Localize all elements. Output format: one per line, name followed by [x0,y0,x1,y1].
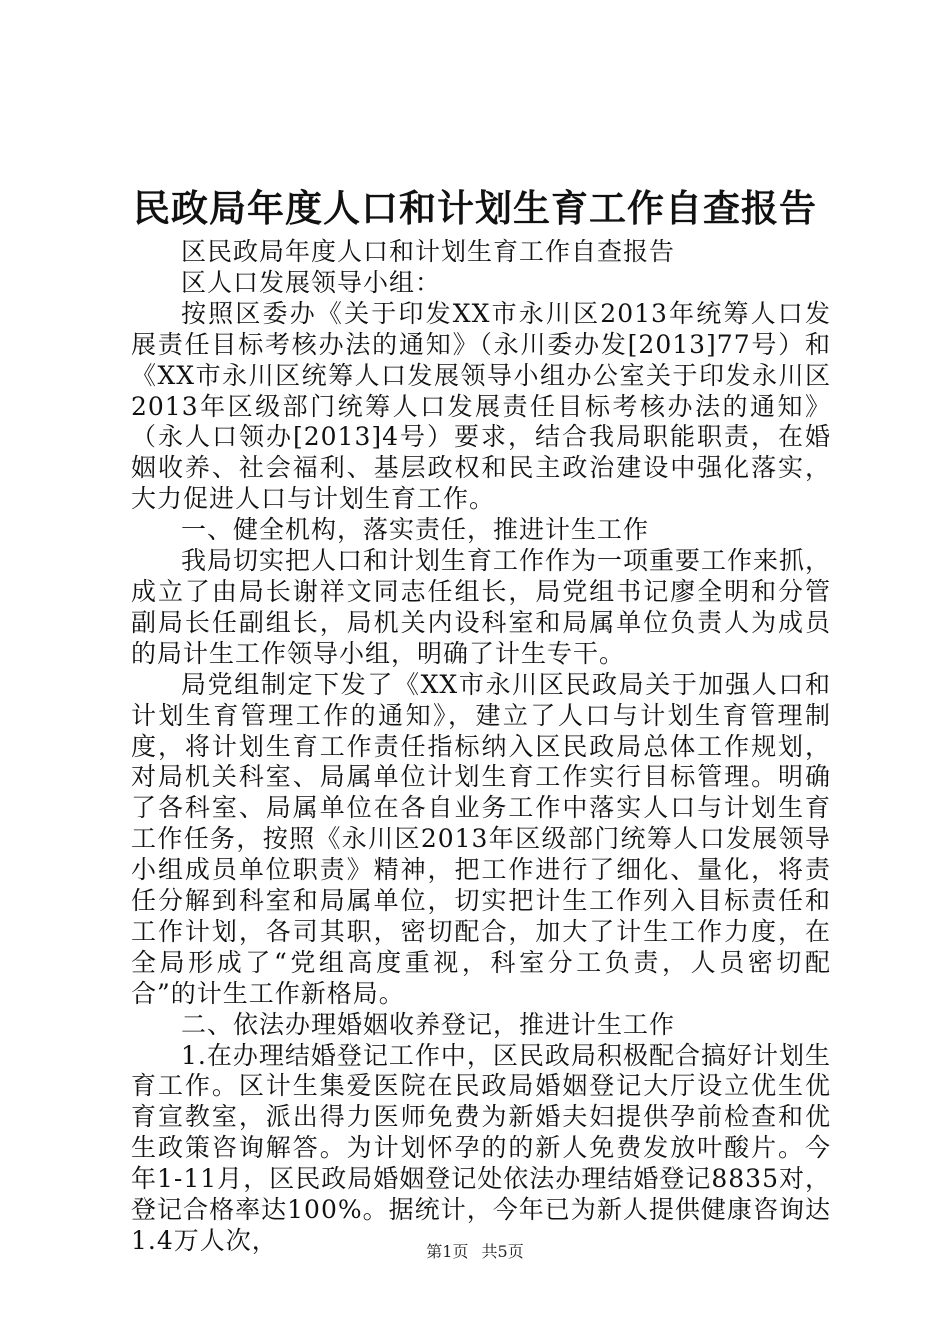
document-body [131,237,831,1257]
page-number: 第1页 [426,1242,469,1261]
subtitle-paragraph: 区民政局年度人口和计划生育工作自查报告 [181,237,676,266]
section-heading-1: 一、健全机构，落实责任，推进计生工作 [181,515,650,545]
body-paragraph: 局党组制定下发了《XX市永川区民政局关于加强人口和计划生育管理工作的通知》，建立了人口与计划生育管理制度，将计划生育工作责任指标纳入区民政局总体工作规划，对局机关科室、局属单位计划生育工作实行目标管理。明确了各科室、局属单位在各自业务工作中落实人口与计划生育工作任务，按照《永川区2013年区级部门统筹人口发展领导小组成员单位职责》精神，把工作进行了细化、量化，将责任分解到科室和局属单位，切实把计生工作列入目标责任和工作计划，各司其职，密切配合，加大了计生工作力度，在全局形成了“党组高度重视，科室分工负责，人员密切配合”的计生工作新格局。 [131,669,831,1008]
intro-paragraph: 按照区委办《关于印发XX市永川区2013年统筹人口发展责任目标考核办法的通知》（永川委办发[2013]77号）和《XX市永川区统筹人口发展领导小组办公室关于印发永川区2013年区级部门统筹人口发展责任目标考核办法的通知》（永人口领办[2013]4号）要求，结合我局职能职责，在婚姻收养、社会福利、基层政权和民主政治建设中强化落实，大力促进人口与计划生育工作。 [131,298,831,514]
page-total: 共5页 [481,1242,524,1261]
page-footer [0,1240,950,1264]
body-paragraph: 1.在办理结婚登记工作中，区民政局积极配合搞好计划生育工作。区计生集爱医院在民政局婚姻登记大厅设立优生优育宣教室，派出得力医师免费为新婚夫妇提供孕前检查和优生政策咨询解答。为计划怀孕的的新人免费发放叶酸片。今年1-11月，区民政局婚姻登记处依法办理结婚登记8835对，登记合格率达100%。据统计，今年已为新人提供健康咨询达1.4万人次， [131,1040,831,1255]
body-paragraph: 我局切实把人口和计划生育工作作为一项重要工作来抓，成立了由局长谢祥文同志任组长，局党组书记廖全明和分管副局长任副组长，局机关内设科室和局属单位负责人为成员的局计生工作领导小组，明确了计生专干。 [131,546,832,668]
section-heading-2: 二、依法办理婚姻收养登记，推进计生工作 [181,1009,676,1039]
salutation-paragraph: 区人口发展领导小组： [181,267,442,297]
document-title: 民政局年度人口和计划生育工作自查报告 [133,186,817,230]
